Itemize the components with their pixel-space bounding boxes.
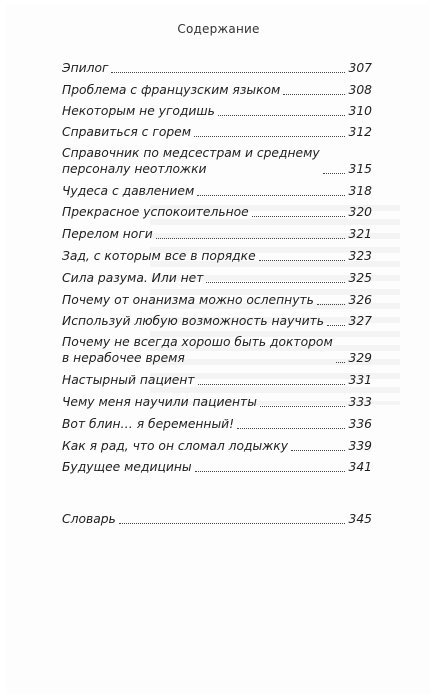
dot-leader	[195, 470, 345, 472]
toc-entry-title: Почему не всегда хорошо быть доктором в нерабочее время	[62, 335, 333, 365]
toc-entry	[62, 270, 372, 286]
toc-entry-page: 315	[348, 162, 372, 176]
toc-entry	[62, 204, 372, 220]
page-title: Содержание	[177, 22, 260, 36]
toc-entry-page: 341	[348, 460, 372, 474]
toc-entry	[62, 313, 372, 329]
toc-entry-title: Справочник по медсестрам и среднему персоналу неотложки	[62, 146, 320, 176]
toc-entry	[62, 183, 372, 199]
toc-entry-page: 325	[348, 271, 372, 285]
dot-leader	[218, 114, 345, 116]
toc-entry	[62, 82, 372, 98]
toc-entry-title: Проблема с французским языком	[62, 83, 281, 97]
toc-entry-title: Зад, с которым все в порядке	[62, 249, 256, 263]
toc-entry-title: Почему от онанизма можно ослепнуть	[62, 293, 314, 307]
toc-entry	[62, 438, 372, 454]
toc-entry-title: Некоторым не угодишь	[62, 104, 215, 118]
toc-entry-title: Перелом ноги	[62, 227, 153, 241]
toc-entry-title: Вот блин… я беременный!	[62, 417, 235, 431]
toc-entry-title: Чудеса с давлением	[62, 184, 195, 198]
dot-leader	[194, 135, 345, 137]
toc-entry-page: 310	[348, 104, 372, 118]
toc-entry-title: Используй любую возможность научить	[62, 314, 325, 328]
toc-entry-title: Будущее медицины	[62, 460, 192, 474]
dot-leader	[119, 522, 345, 524]
dot-leader	[291, 449, 345, 451]
toc-entry-title: Настырный пациент	[62, 373, 195, 387]
toc-entry-page: 323	[348, 249, 372, 263]
toc-entry	[62, 248, 372, 264]
dot-leader	[317, 303, 345, 305]
toc-entry-page: 307	[348, 61, 372, 75]
toc-entry-page: 336	[348, 417, 372, 431]
toc-entry	[62, 103, 372, 119]
toc-entry-title: Справиться с горем	[62, 125, 191, 139]
toc-entry-page: 321	[348, 227, 372, 241]
dot-leader	[323, 172, 345, 174]
toc-entry-title: Как я рад, что он сломал лодыжку	[62, 439, 289, 453]
dot-leader	[327, 324, 345, 326]
toc-entry	[62, 60, 372, 76]
dot-leader	[260, 405, 345, 407]
toc-entry-page: 326	[348, 293, 372, 307]
toc-entry-title: Сила разума. Или нет	[62, 271, 204, 285]
toc-entry	[62, 226, 372, 242]
toc-entry-page: 320	[348, 205, 372, 219]
dot-leader	[252, 215, 345, 217]
toc-entry-page: 339	[348, 439, 372, 453]
toc-entry	[62, 372, 372, 388]
toc-entry-page: 345	[348, 512, 372, 526]
toc-entry	[62, 459, 372, 475]
toc-entry-glossary	[62, 511, 372, 527]
dot-leader	[259, 259, 345, 261]
dot-leader	[198, 383, 345, 385]
toc-entry-page: 333	[348, 395, 372, 409]
table-of-contents	[62, 60, 372, 527]
dot-leader	[237, 427, 345, 429]
toc-entry-title: Прекрасное успокоительное	[62, 205, 249, 219]
dot-leader	[197, 194, 345, 196]
dot-leader	[336, 361, 345, 363]
toc-entry-page: 329	[348, 351, 372, 365]
toc-entry	[62, 416, 372, 432]
dot-leader	[283, 93, 345, 95]
toc-entry-title: Чему меня научили пациенты	[62, 395, 257, 409]
toc-entry	[62, 334, 372, 366]
toc-entry-title: Эпилог	[62, 61, 109, 75]
toc-entry	[62, 145, 372, 177]
toc-entry-title: Словарь	[62, 512, 116, 526]
toc-entry	[62, 394, 372, 410]
toc-entry-page: 327	[348, 314, 372, 328]
toc-entry-page: 308	[348, 83, 372, 97]
toc-entry	[62, 292, 372, 308]
toc-entry-page: 312	[348, 125, 372, 139]
dot-leader	[111, 71, 345, 73]
spacer	[62, 475, 372, 511]
dot-leader	[206, 281, 345, 283]
toc-entry-page: 331	[348, 373, 372, 387]
toc-entry-page: 318	[348, 184, 372, 198]
toc-entry	[62, 124, 372, 140]
dot-leader	[156, 237, 345, 239]
